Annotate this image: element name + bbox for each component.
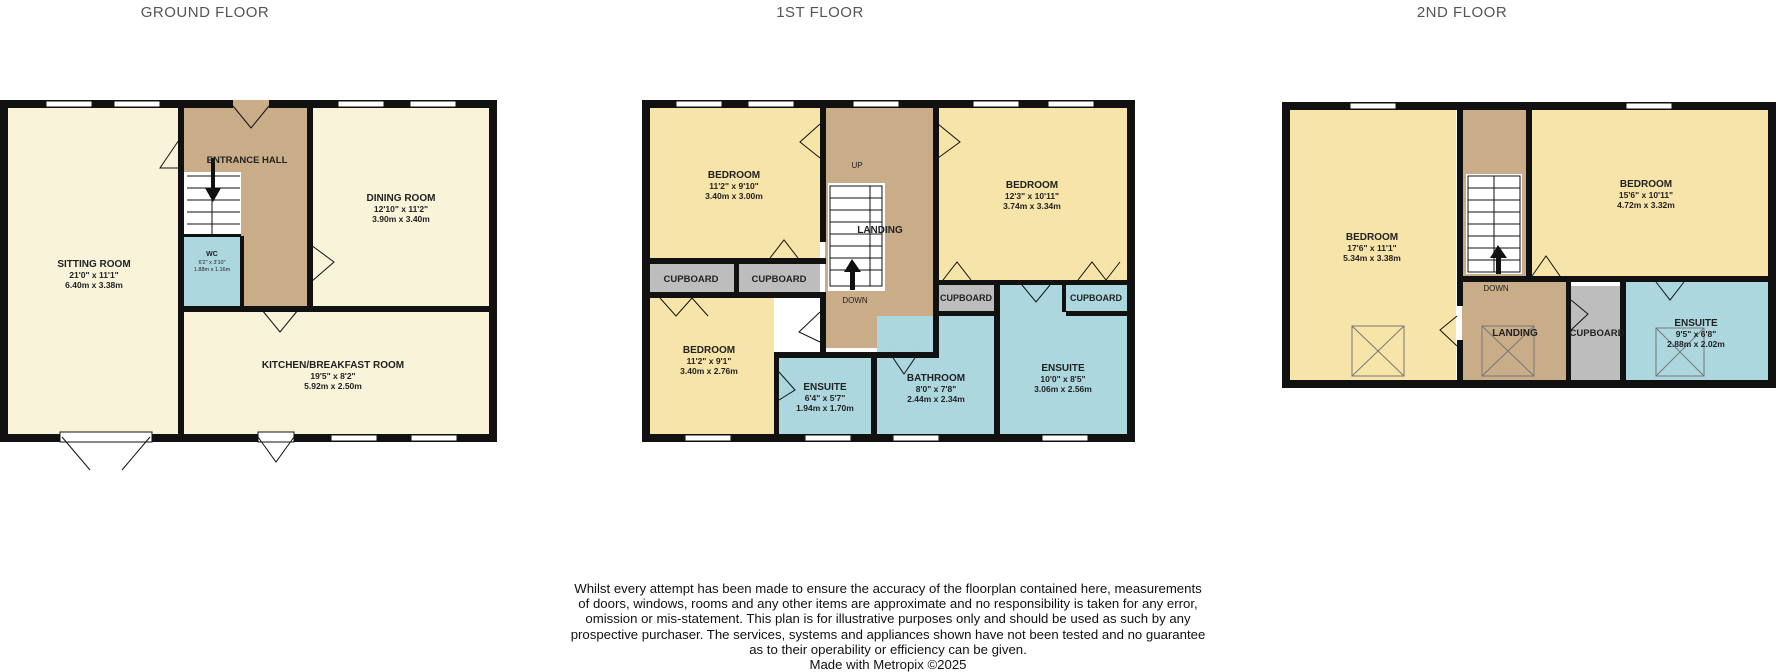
- disclaimer-line: omission or mis-statement. This plan is for illustrative purposes only and should be used as such by any: [585, 611, 1191, 627]
- disclaimer-text: [548, 581, 1228, 672]
- first-bedroom-3-metric: 3.40m x 2.76m: [680, 366, 738, 376]
- first-ensuite-2-metric: 3.06m x 2.56m: [1034, 384, 1092, 394]
- ground-floor-plan: [4, 100, 493, 470]
- disclaimer-line: of doors, windows, rooms and any other items are approximate and no responsibility is taken for any error,: [578, 596, 1198, 612]
- first-bedroom-2-imperial: 12'3" x 10'11": [1004, 191, 1060, 201]
- first-stairs-area: [828, 183, 885, 291]
- first-ensuite-2-upper: [1000, 284, 1062, 316]
- first-bathroom-name: BATHROOM: [906, 373, 966, 384]
- sitting-room-imperial: 21'0" x 11'1": [69, 270, 119, 280]
- first-cupboard-1-label: CUPBOARD: [663, 274, 719, 285]
- second-floor-title: 2ND FLOOR: [1416, 4, 1508, 21]
- second-cupboard-label: CUPBOARD: [1569, 328, 1625, 339]
- first-landing-name: LANDING: [857, 225, 903, 236]
- kitchen-name: KITCHEN/BREAKFAST ROOM: [261, 360, 405, 371]
- kitchen-imperial: 19'5" x 8'2": [310, 371, 356, 381]
- first-cupboard-2-label: CUPBOARD: [751, 274, 807, 285]
- dining-room-name: DINING ROOM: [366, 193, 436, 204]
- wc-imperial: 6'2" x 3'10": [198, 260, 226, 266]
- disclaimer-line: prospective purchaser. The services, systems and appliances shown have not been tested and no guarantee: [570, 626, 1206, 642]
- second-bedroom-1-imperial: 17'6" x 11'1": [1347, 243, 1397, 253]
- second-bedroom-1-metric: 5.34m x 3.38m: [1343, 253, 1401, 263]
- first-floor-title: 1ST FLOOR: [776, 4, 864, 21]
- kitchen-metric: 5.92m x 2.50m: [304, 381, 362, 391]
- first-bedroom-3-imperial: 11'2" x 9'1": [686, 356, 732, 366]
- wc-name: WC: [206, 251, 218, 258]
- disclaimer-line: as to their operability or efficiency can be given.: [749, 641, 1027, 657]
- second-bedroom-2-name: BEDROOM: [1619, 179, 1673, 190]
- first-landing-down-label: DOWN: [842, 296, 868, 305]
- first-ensuite-1-imperial: 6'4" x 5'7": [804, 393, 846, 403]
- second-ensuite-metric: 2.88m x 2.02m: [1667, 339, 1725, 349]
- first-bedroom-1-imperial: 11'2" x 9'10": [709, 181, 759, 191]
- dining-room-imperial: 12'10" x 11'2": [373, 204, 429, 214]
- first-cupboard-4-label: CUPBOARD: [1069, 293, 1123, 303]
- second-ensuite-imperial: 9'5" x 6'8": [1675, 329, 1717, 339]
- first-ensuite-2-name: ENSUITE: [1041, 363, 1085, 374]
- first-ensuite-1-name: ENSUITE: [803, 382, 847, 393]
- first-ensuite-1-metric: 1.94m x 1.70m: [796, 403, 854, 413]
- second-bedroom-2-metric: 4.72m x 3.32m: [1617, 200, 1675, 210]
- second-bedroom-2-imperial: 15'6" x 10'11": [1618, 190, 1674, 200]
- entrance-hall-name: ENTRANCE HALL: [206, 155, 288, 166]
- second-bedroom-1-name: BEDROOM: [1345, 232, 1399, 243]
- first-bedroom-3-name: BEDROOM: [682, 345, 736, 356]
- first-floor-plan: [644, 101, 1131, 441]
- first-bedroom-1-metric: 3.40m x 3.00m: [705, 191, 763, 201]
- first-bathroom-metric: 2.44m x 2.34m: [907, 394, 965, 404]
- first-bathroom-imperial: 8'0" x 7'8": [915, 384, 957, 394]
- second-floor-plan: [1286, 103, 1772, 384]
- first-cupboard-3-label: CUPBOARD: [939, 293, 993, 303]
- first-ensuite-2-imperial: 10'0" x 8'5": [1040, 374, 1086, 384]
- dining-room-metric: 3.90m x 3.40m: [372, 214, 430, 224]
- first-bedroom-1-name: BEDROOM: [707, 170, 761, 181]
- first-landing-up-label: UP: [851, 161, 863, 170]
- ground-floor-title: GROUND FLOOR: [140, 4, 270, 21]
- first-bedroom-2-name: BEDROOM: [1005, 180, 1059, 191]
- second-landing-name: LANDING: [1492, 328, 1538, 339]
- second-ensuite-name: ENSUITE: [1674, 318, 1718, 329]
- first-bedroom-2-metric: 3.74m x 3.34m: [1003, 201, 1061, 211]
- wc-metric: 1.88m x 1.16m: [193, 267, 231, 273]
- sitting-room-name: SITTING ROOM: [57, 259, 131, 270]
- metropix-credit: Made with Metropix ©2025: [809, 657, 967, 672]
- second-landing-down-label: DOWN: [1483, 284, 1509, 293]
- disclaimer-line: Whilst every attempt has been made to ensure the accuracy of the floorplan contained here, measurements: [574, 581, 1202, 596]
- sitting-room-metric: 6.40m x 3.38m: [65, 280, 123, 290]
